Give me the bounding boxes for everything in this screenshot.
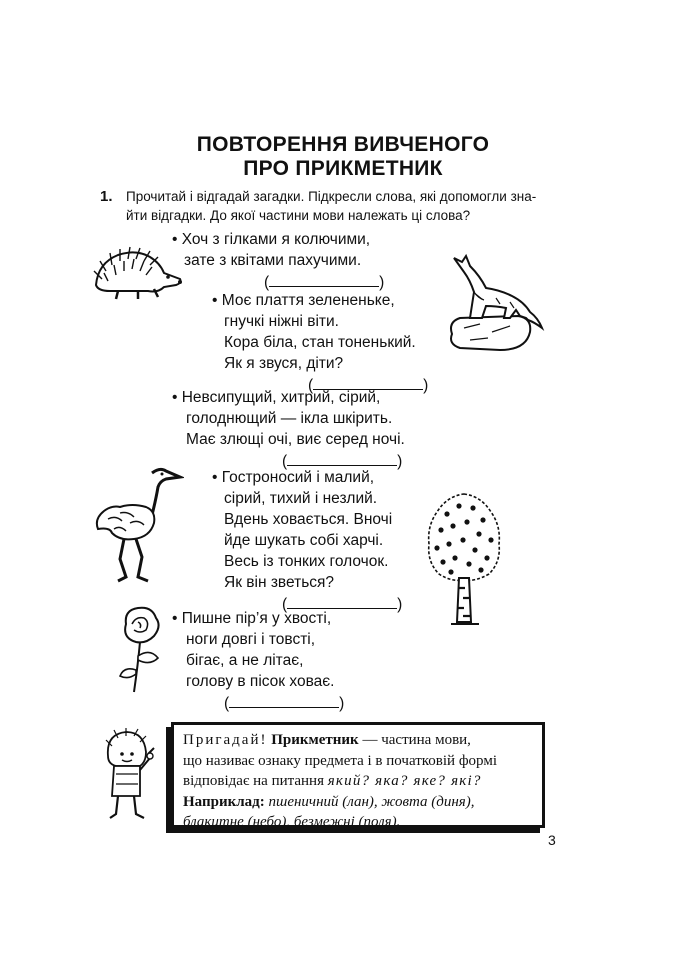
- riddle-line: Як я звуся, діти?: [224, 355, 344, 372]
- riddle-line: • Гостроносий і малий,: [212, 469, 375, 486]
- task-instructions: [126, 187, 566, 225]
- remember-label: Пригадай!: [183, 732, 268, 748]
- ostrich-picture: [90, 465, 184, 585]
- task-text-line: йти відгадки. До якої частини мови належать ці слова?: [126, 208, 471, 223]
- hedgehog-picture: [88, 245, 184, 301]
- rule-line: що називає ознаку предмета і в початковій формі: [183, 752, 497, 769]
- riddle-4: [212, 467, 402, 615]
- answer-line: [229, 692, 339, 708]
- page-title-line2: ПРО ПРИКМЕТНИК: [243, 157, 443, 180]
- answer-line: [269, 271, 379, 287]
- riddle-line: Має злющі очі, виє серед ночі.: [186, 431, 405, 448]
- answer-paren: (: [282, 596, 288, 613]
- answer-line: [287, 450, 397, 466]
- answer-paren: (: [308, 377, 314, 394]
- riddle-1: [172, 229, 384, 293]
- riddle-2: [212, 290, 428, 396]
- riddle-line: • Моє плаття зелененьке,: [212, 292, 395, 309]
- riddle-line: голоднющий — ікла шкірить.: [186, 410, 393, 427]
- riddle-line: гнучкі ніжні віти.: [224, 313, 339, 330]
- answer-paren: ): [397, 453, 403, 470]
- rule-questions: який? яка? яке? які?: [327, 773, 482, 789]
- answer-paren: (: [282, 453, 288, 470]
- rule-box: [171, 722, 545, 828]
- riddle-line: бігає, а не літає,: [186, 652, 304, 669]
- rule-term: Прикметник: [271, 732, 359, 748]
- riddle-line: ноги довгі і товсті,: [186, 631, 316, 648]
- answer-paren: ): [397, 596, 403, 613]
- riddle-line: йде шукать собі харчі.: [224, 532, 384, 549]
- page-title-line1: ПОВТОРЕННЯ ВИВЧЕНОГО: [196, 133, 490, 156]
- hedgehog-mascot-picture: [100, 728, 158, 824]
- rule-line: [183, 771, 536, 792]
- rule-line: блакитне (небо), безмежні (поля).: [183, 814, 401, 830]
- riddle-line: • Пишне пір’я у хвості,: [172, 610, 332, 627]
- answer-line: [287, 593, 397, 609]
- task-number: 1.: [100, 188, 113, 205]
- rule-line: [183, 792, 536, 813]
- riddle-line: сірий, тихий і незлий.: [224, 490, 378, 507]
- riddle-line: • Невсипущий, хитрий, сірий,: [172, 389, 381, 406]
- riddle-line: Весь із тонких голочок.: [224, 553, 389, 570]
- rule-line: [183, 730, 536, 751]
- rule-text: відповідає на питання: [183, 773, 328, 789]
- answer-blank[interactable]: [172, 692, 344, 714]
- task-text-line: Прочитай і відгадай загадки. Підкресли слова, які допомогли зна-: [126, 189, 537, 204]
- answer-paren: ): [339, 695, 345, 712]
- rose-picture: [112, 604, 168, 696]
- answer-paren: (: [224, 695, 230, 712]
- riddle-line: Кора біла, стан тоненький.: [224, 334, 416, 351]
- howling-wolf-picture: [440, 252, 545, 354]
- rule-definition: — частина мови,: [358, 732, 471, 748]
- riddle-line: зате з квітами пахучими.: [184, 252, 362, 269]
- riddle-line: • Хоч з гілками я колючими,: [172, 231, 371, 248]
- example-text: пшеничний (лан), жовта (диня),: [264, 793, 475, 810]
- riddle-line: Як він зветься?: [224, 574, 335, 591]
- example-label: Наприклад:: [183, 793, 265, 810]
- page-number: 3: [548, 832, 556, 848]
- riddle-line: голову в пісок ховає.: [186, 673, 335, 690]
- riddle-3: [172, 387, 405, 472]
- birch-tree-picture: [425, 490, 503, 630]
- answer-paren: (: [264, 274, 270, 291]
- answer-paren: ): [379, 274, 385, 291]
- riddle-5: [172, 608, 344, 714]
- riddle-line: Вдень ховається. Вночі: [224, 511, 393, 528]
- answer-paren: ): [423, 377, 429, 394]
